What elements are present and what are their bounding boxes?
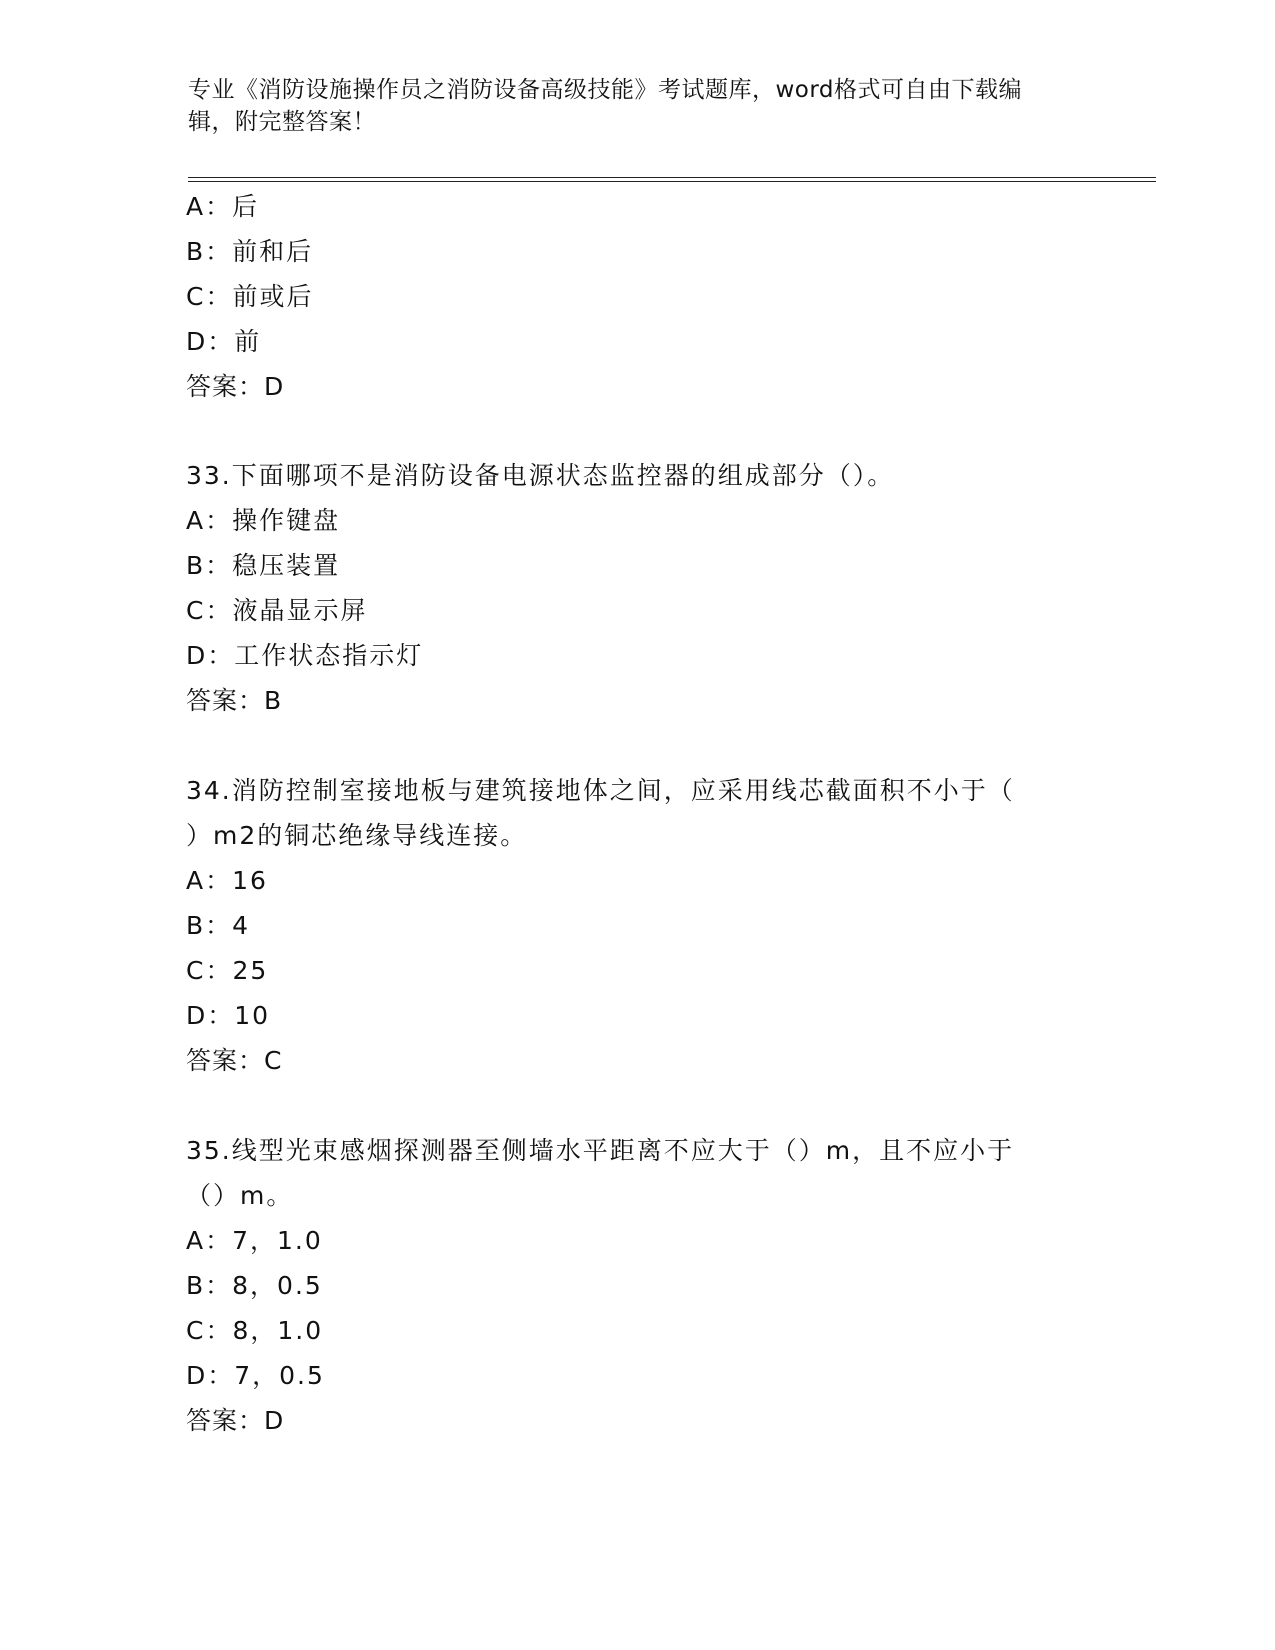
header-rule-bottom (188, 181, 1156, 182)
q32-option-c: C：前或后 (186, 282, 314, 311)
q33-answer: 答案：B (186, 686, 283, 715)
q33-question: 33.下面哪项不是消防设备电源状态监控器的组成部分（）。 (186, 461, 895, 490)
q34-answer: 答案：C (186, 1046, 283, 1075)
q35-option-c: C：8，1.0 (186, 1316, 324, 1345)
q34-option-d: D：10 (186, 1001, 271, 1030)
q32-option-d: D：前 (186, 327, 262, 356)
q35-question-line2: （）m。 (186, 1181, 294, 1210)
q35-question-line1: 35.线型光束感烟探测器至侧墙水平距离不应大于（）m，且不应小于 (186, 1136, 1015, 1165)
q33-option-c: C：液晶显示屏 (186, 596, 368, 625)
q35-answer: 答案：D (186, 1406, 285, 1435)
q35-option-b: B：8，0.5 (186, 1271, 323, 1300)
header-rule-top (188, 177, 1156, 178)
q34-option-a: A：16 (186, 866, 268, 895)
page-header: 专业《消防设施操作员之消防设备高级技能》考试题库，word格式可自由下载编辑，附完整答案！ (188, 77, 1023, 135)
q34-option-b: B：4 (186, 911, 251, 940)
q34-question-line2: ）m2的铜芯绝缘导线连接。 (186, 821, 528, 850)
q33-option-d: D：工作状态指示灯 (186, 641, 424, 670)
q35-option-d: D：7，0.5 (186, 1361, 325, 1390)
q33-option-a: A：操作键盘 (186, 506, 341, 535)
q33-option-b: B：稳压装置 (186, 551, 341, 580)
q32-answer: 答案：D (186, 372, 285, 401)
q34-question-line1: 34.消防控制室接地板与建筑接地体之间，应采用线芯截面积不小于（ (186, 776, 1015, 805)
q34-option-c: C：25 (186, 956, 269, 985)
q32-option-a: A：后 (186, 192, 260, 221)
q32-option-b: B：前和后 (186, 237, 314, 266)
q35-option-a: A：7，1.0 (186, 1226, 323, 1255)
